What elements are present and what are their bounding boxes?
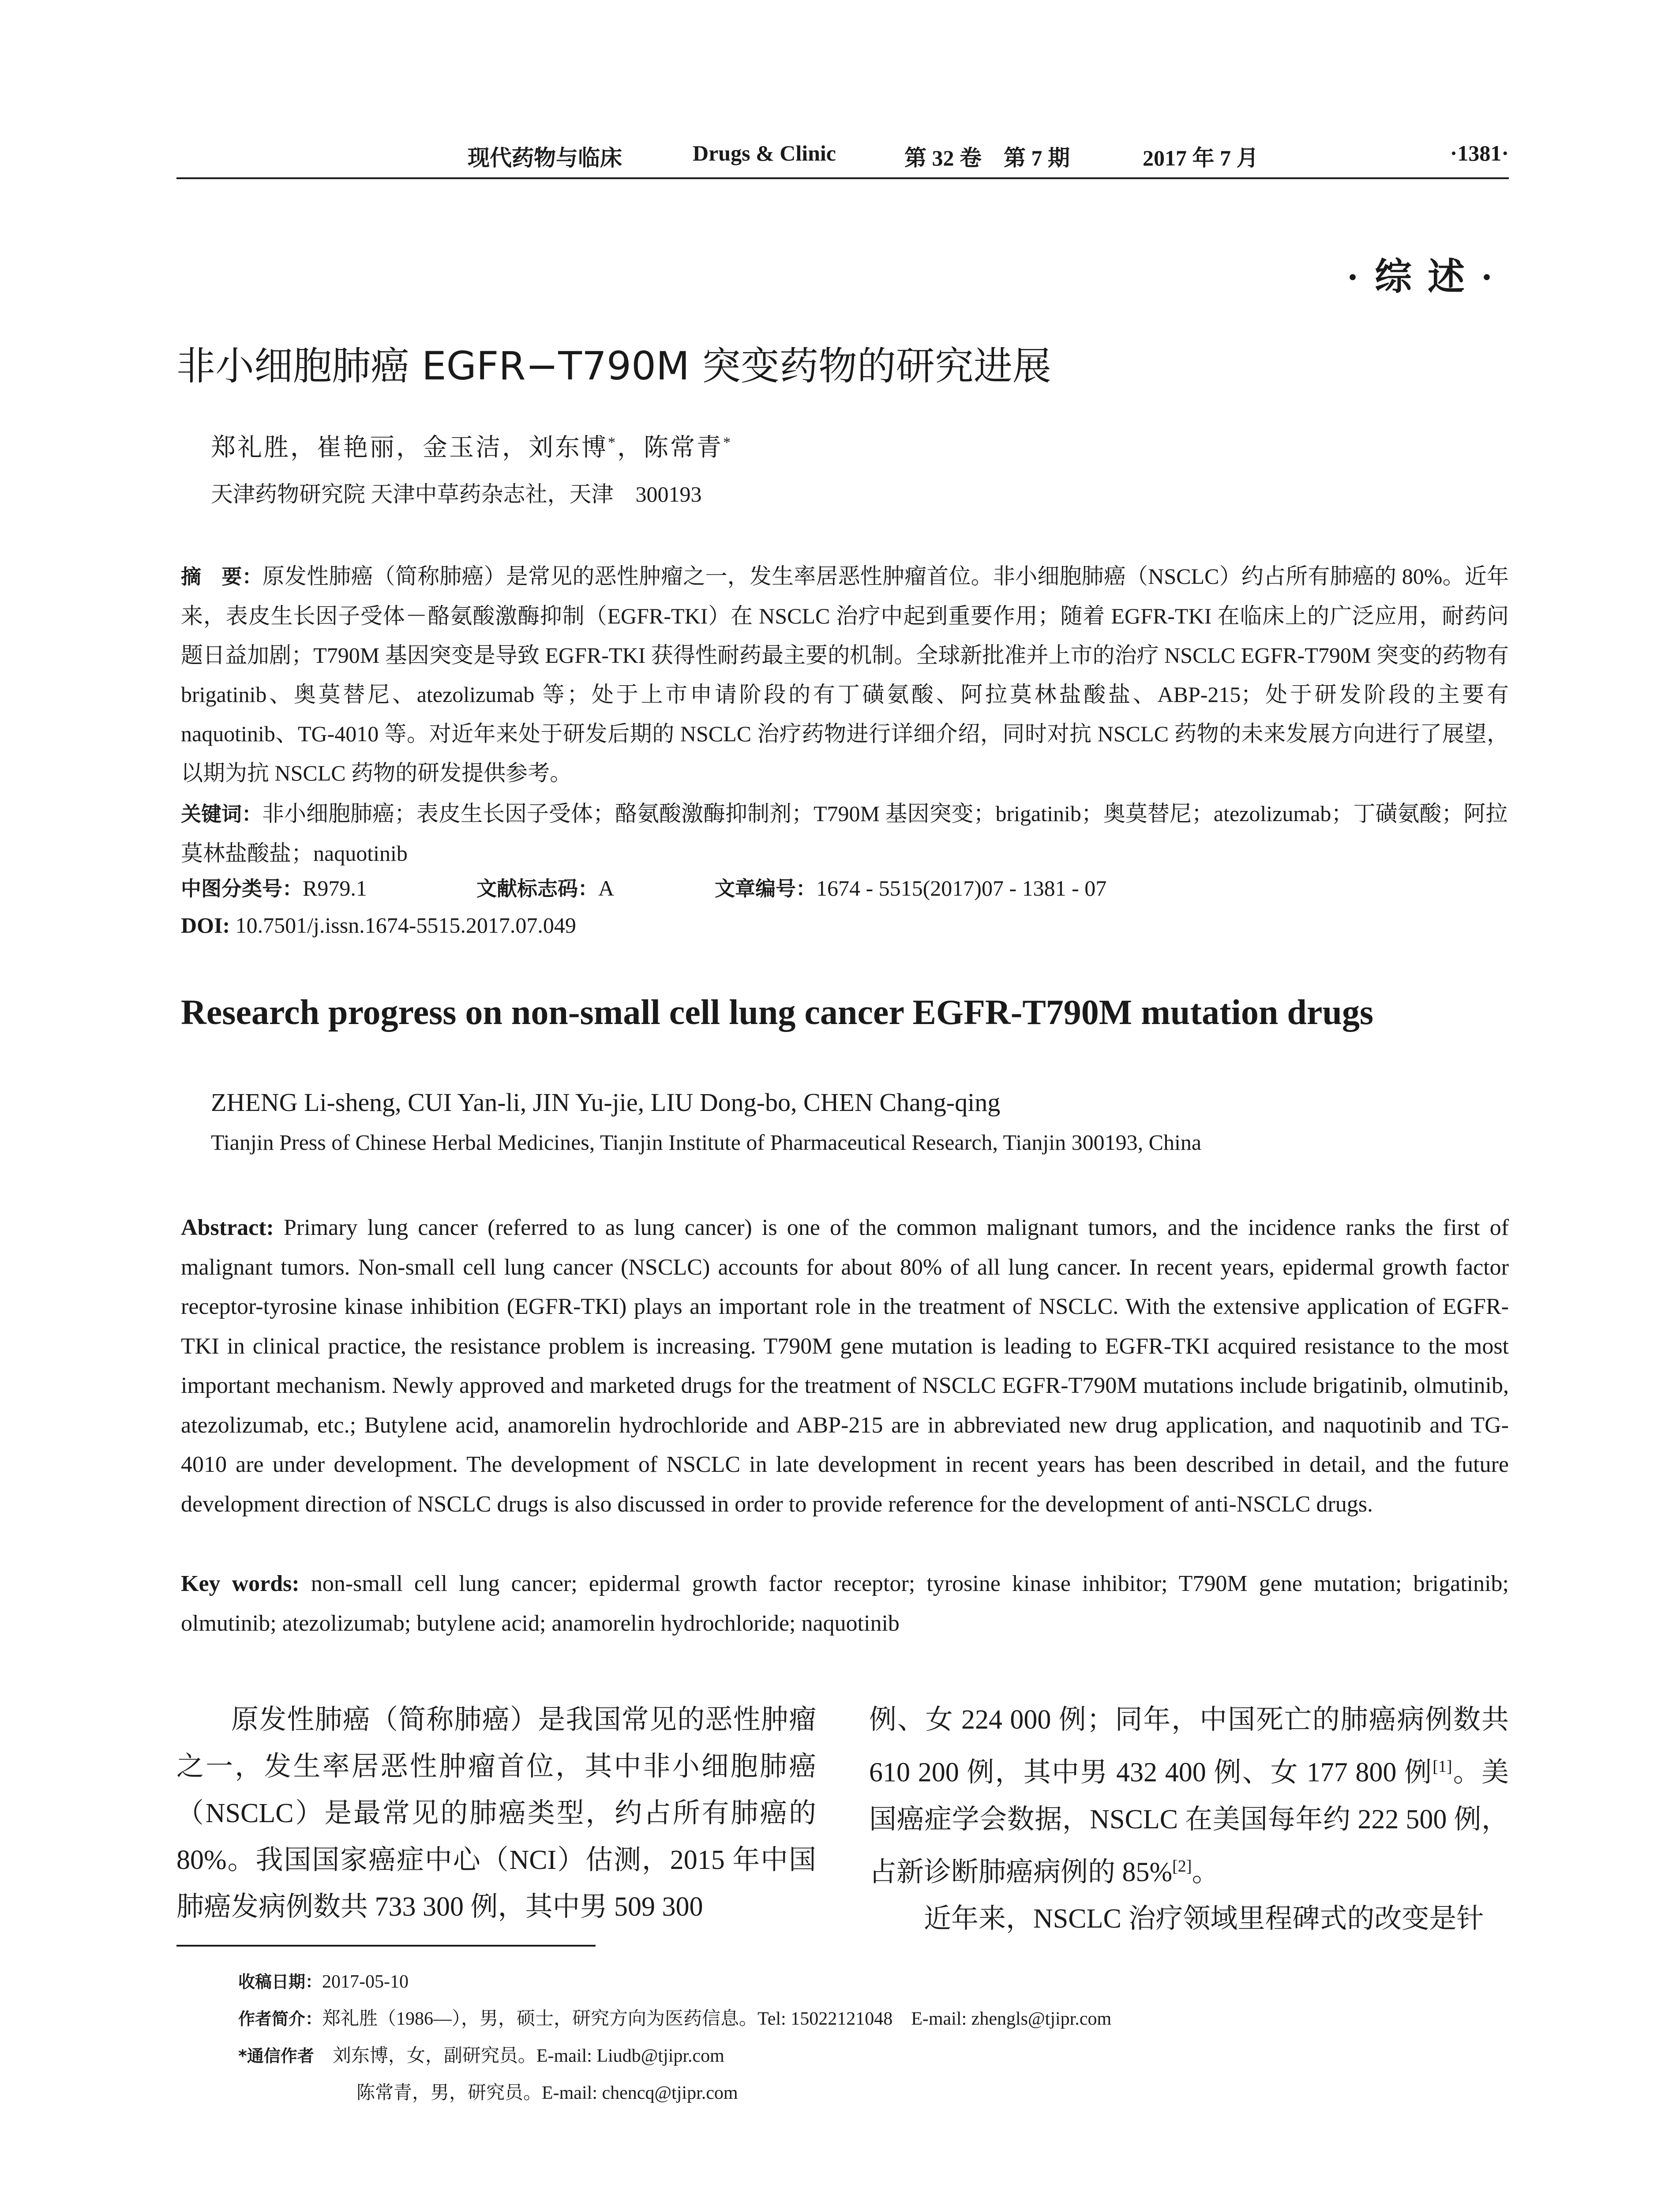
doi-link[interactable]: 10.7501/j.issn.1674-5515.2017.07.049: [235, 913, 576, 938]
keywords-cn: [181, 794, 1509, 873]
clc-value: R979.1: [303, 876, 367, 900]
author-2: 崔艳丽，: [317, 434, 423, 461]
author-3: 金玉洁，: [423, 434, 529, 461]
keywords-cn-text: 非小细胞肺癌；表皮生长因子受体；酪氨酸激酶抑制剂；T790M 基因突变；brigatinib；奥莫替尼；atezolizumab；丁磺氨酸；阿拉莫林盐酸盐；naquotinib: [181, 801, 1508, 866]
article-number-label: 文章编号：: [715, 877, 816, 900]
author-info-value: 郑礼胜（1986—），男，硕士，研究方向为医药信息。Tel: 15022121048 E-mail: zhengls@tjipr.com: [322, 2009, 1112, 2029]
keywords-en-text: non-small cell lung cancer; epidermal growth factor receptor; tyrosine kinase inhibitor; T790M gene mutation; brigatinib; olmutinib; atezolizumab; butylene acid; anamorelin hydrochloride; naquotinib: [181, 1571, 1509, 1636]
body-text: 。: [1192, 1857, 1219, 1887]
doi-label: DOI:: [181, 913, 230, 938]
corresponding-mark: *: [608, 434, 617, 451]
header-rule: [176, 177, 1509, 179]
footnote-author: [238, 2000, 1509, 2037]
citation-ref-1[interactable]: [1]: [1432, 1757, 1452, 1776]
keywords-en-label: Key words:: [181, 1571, 300, 1596]
corresponding-mark: *: [723, 434, 732, 451]
abstract-cn-text: 原发性肺癌（简称肺癌）是常见的恶性肿瘤之一，发生率居恶性肿瘤首位。非小细胞肺癌（NSCLC）约占所有肺癌的 80%。近年来，表皮生长因子受体－酪氨酸激酶抑制（EGFR-TKI）在 NSCLC 治疗中起到重要作用；随着 EGFR-TKI 在临床上的广泛应用，耐药问题日益加剧；T790M 基因突变是导致 EGFR-TKI 获得性耐药最主要的机制。全球新批准并上市的治疗 NSCLC EGFR-T790M 突变的药物有 brigatinib、奥莫替尼、atezolizumab 等；处于上市申请阶段的有丁磺氨酸、阿拉莫林盐酸盐、ABP-215；处于研发阶段的主要有 naquotinib、TG-4010 等。对近年来处于研发后期的 NSCLC 治疗药物进行详细介绍，同时对抗 NSCLC 药物的未来发展方向进行了展望，以期为抗 NSCLC 药物的研发提供参考。: [181, 564, 1509, 785]
article-number-value: 1674 - 5515(2017)07 - 1381 - 07: [816, 876, 1107, 900]
footnote-corresponding: [238, 2037, 1509, 2075]
body-column-left: [176, 1696, 816, 1930]
body-column-right: [869, 1696, 1509, 1942]
received-value: 2017-05-10: [322, 1972, 409, 1992]
footnotes: [238, 1963, 1509, 2112]
body-paragraph: [869, 1696, 1509, 1895]
body-paragraph: 近年来，NSCLC 治疗领域里程碑式的改变是针: [924, 1904, 1484, 1934]
header-date: 2017 年 7 月: [1143, 146, 1259, 170]
body-text: 例、女 224 000 例；同年，中国死亡的肺癌病例数共 610 200 例，其中男 432 400 例、女 177 800 例: [869, 1705, 1509, 1788]
header-journal-en: Drugs & Clinic: [693, 141, 836, 165]
authors-cn: [211, 428, 732, 463]
title-en: Research progress on non-small cell lung cancer EGFR-T790M mutation drugs: [181, 993, 1373, 1032]
title-cn: 非小细胞肺癌 EGFR−T790M 突变药物的研究进展: [176, 343, 1051, 389]
corresponding-author-1: 刘东博，女，副研究员。E-mail: Liudb@tjipr.com: [332, 2046, 724, 2066]
keywords-cn-label: 关键词：: [181, 802, 262, 826]
abstract-cn: [181, 557, 1509, 793]
abstract-en: [181, 1208, 1509, 1524]
author-5: 陈常青: [644, 434, 723, 461]
affiliation-en: Tianjin Press of Chinese Herbal Medicines, Tianjin Institute of Pharmaceutical Research, Tianjin 300193, China: [211, 1130, 1202, 1155]
author-4: 刘东博: [529, 434, 608, 461]
header-journal-cn: 现代药物与临床: [468, 146, 622, 170]
author-separator: ，: [617, 434, 644, 461]
author-info-label: 作者简介：: [238, 2009, 322, 2029]
running-header: [176, 140, 1509, 171]
footnote-rule: [176, 1945, 596, 1947]
corresponding-label: *通信作者: [238, 2046, 314, 2066]
author-1: 郑礼胜，: [211, 434, 317, 461]
affiliation-cn: 天津药物研究院 天津中草药杂志社，天津 300193: [211, 482, 702, 506]
classification-line: [181, 873, 1509, 912]
doc-code-label: 文献标志码：: [476, 877, 598, 900]
citation-ref-2[interactable]: [2]: [1172, 1857, 1192, 1876]
abstract-cn-label: 摘 要：: [181, 565, 262, 589]
doi-line: [181, 912, 576, 938]
received-label: 收稿日期：: [238, 1972, 322, 1992]
body-text: 。美国癌症学会数据，NSCLC 在美国每年约 222 500 例，占新诊断肺癌病例的 85%: [869, 1757, 1509, 1887]
body-paragraph: 原发性肺癌（简称肺癌）是我国常见的恶性肿瘤之一，发生率居恶性肿瘤首位，其中非小细胞肺癌（NSCLC）是最常见的肺癌类型，约占所有肺癌的 80%。我国国家癌症中心（NCI）估测，2015 年中国肺癌发病例数共 733 300 例，其中男 509 300: [176, 1705, 816, 1922]
footnote-received: [238, 1963, 1509, 2000]
keywords-en: [181, 1564, 1509, 1643]
header-volume-issue: 第 32 卷 第 7 期: [904, 146, 1070, 170]
doc-code-value: A: [598, 876, 615, 900]
abstract-en-text: Primary lung cancer (referred to as lung cancer) is one of the common malignant tumors, and the incidence ranks the first of malignant tumors. Non-small cell lung cancer (NSCLC) accounts for about 80% of all lung cancer. In recent years, epidermal growth factor receptor-tyrosine kinase inhibition (EGFR-TKI) plays an important role in the treatment of NSCLC. With the extensive application of EGFR-TKI in clinical practice, the resistance problem is increasing. T790M gene mutation is leading to EGFR-TKI acquired resistance to the most important mechanism. Newly approved and marketed drugs for the treatment of NSCLC EGFR-T790M mutations include brigatinib, olmutinib, atezolizumab, etc.; Butylene acid, anamorelin hydrochloride and ABP-215 are in abbreviated new drug application, and naquotinib and TG-4010 are under development. The development of NSCLC in late development in recent years has been described in detail, and the future development direction of NSCLC drugs is also discussed in order to provide reference for the development of anti-NSCLC drugs.: [181, 1215, 1509, 1517]
section-label: ·综述·: [1346, 257, 1509, 298]
footnote-corresponding-2: 陈常青，男，研究员。E-mail: chencq@tjipr.com: [356, 2083, 738, 2103]
authors-en: ZHENG Li-sheng, CUI Yan-li, JIN Yu-jie, LIU Dong-bo, CHEN Chang-qing: [211, 1088, 1001, 1117]
header-page-number: ·1381·: [1450, 141, 1509, 165]
abstract-en-label: Abstract:: [181, 1215, 274, 1240]
clc-label: 中图分类号：: [181, 877, 303, 900]
